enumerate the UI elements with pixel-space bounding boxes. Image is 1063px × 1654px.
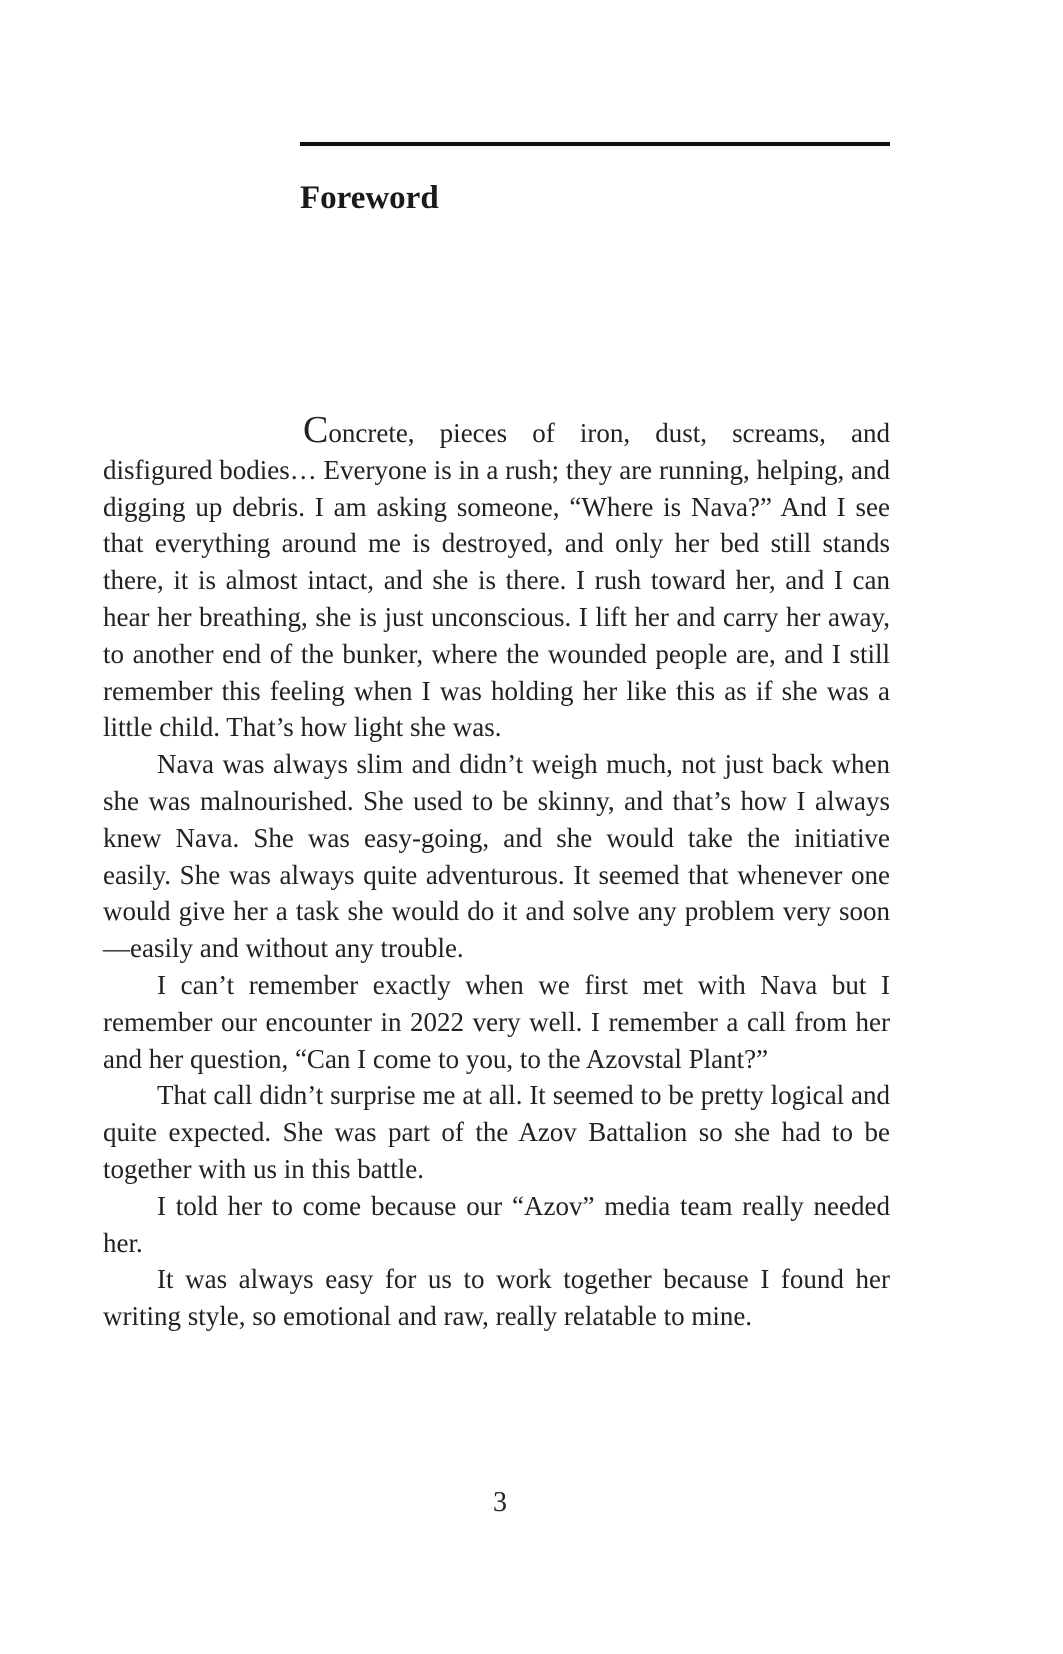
paragraph-2: Nava was always slim and didn’t weigh much, not just back when she was malnourished. She used to be skinny, and that’s how I always knew Nava. She was easy-going, and she would take the initiative easily. She was always quite adventurous. It seemed that whenever one would give her a task she would do it and solve any problem very soon—easily and without any trouble. xyxy=(103,749,890,964)
paragraph-1-text: oncrete, pieces of iron, dust, screams, and disfigured bodies… Everyone is in a rush; they are running, helping, and digging up debris. I am asking someone, “Where is Nava?” And I see that everything around me is destroyed, and only her bed still stands there, it is almost intact, and she is there. I rush toward her, and I can hear her breathing, she is just unconscious. I lift her and carry her away, to another end of the bunker, where the wounded people are, and I still remember this feeling when I was holding her like this as if she was a little child. That’s how light she was. xyxy=(103,418,890,743)
page-number: 3 xyxy=(493,1487,507,1518)
paragraph-3: I can’t remember exactly when we first met with Nava but I remember our encounter in 2022 very well. I remember a call from her and her question, “Can I come to you, to the Azovstal Plant?” xyxy=(103,969,890,1074)
drop-cap: C xyxy=(303,409,329,451)
chapter-title: Foreword xyxy=(300,180,439,216)
paragraph-5: I told her to come because our “Azov” media team really needed her. xyxy=(103,1190,890,1258)
paragraph-6: It was always easy for us to work together because I found her writing style, so emotional and raw, really relatable to mine. xyxy=(103,1264,890,1332)
chapter-rule xyxy=(300,142,890,146)
paragraph-4: That call didn’t surprise me at all. It seemed to be pretty logical and quite expected. She was part of the Azov Battalion so she had to be together with us in this battle. xyxy=(103,1080,890,1184)
body-text xyxy=(103,409,890,1335)
paragraph-1 xyxy=(103,409,890,746)
